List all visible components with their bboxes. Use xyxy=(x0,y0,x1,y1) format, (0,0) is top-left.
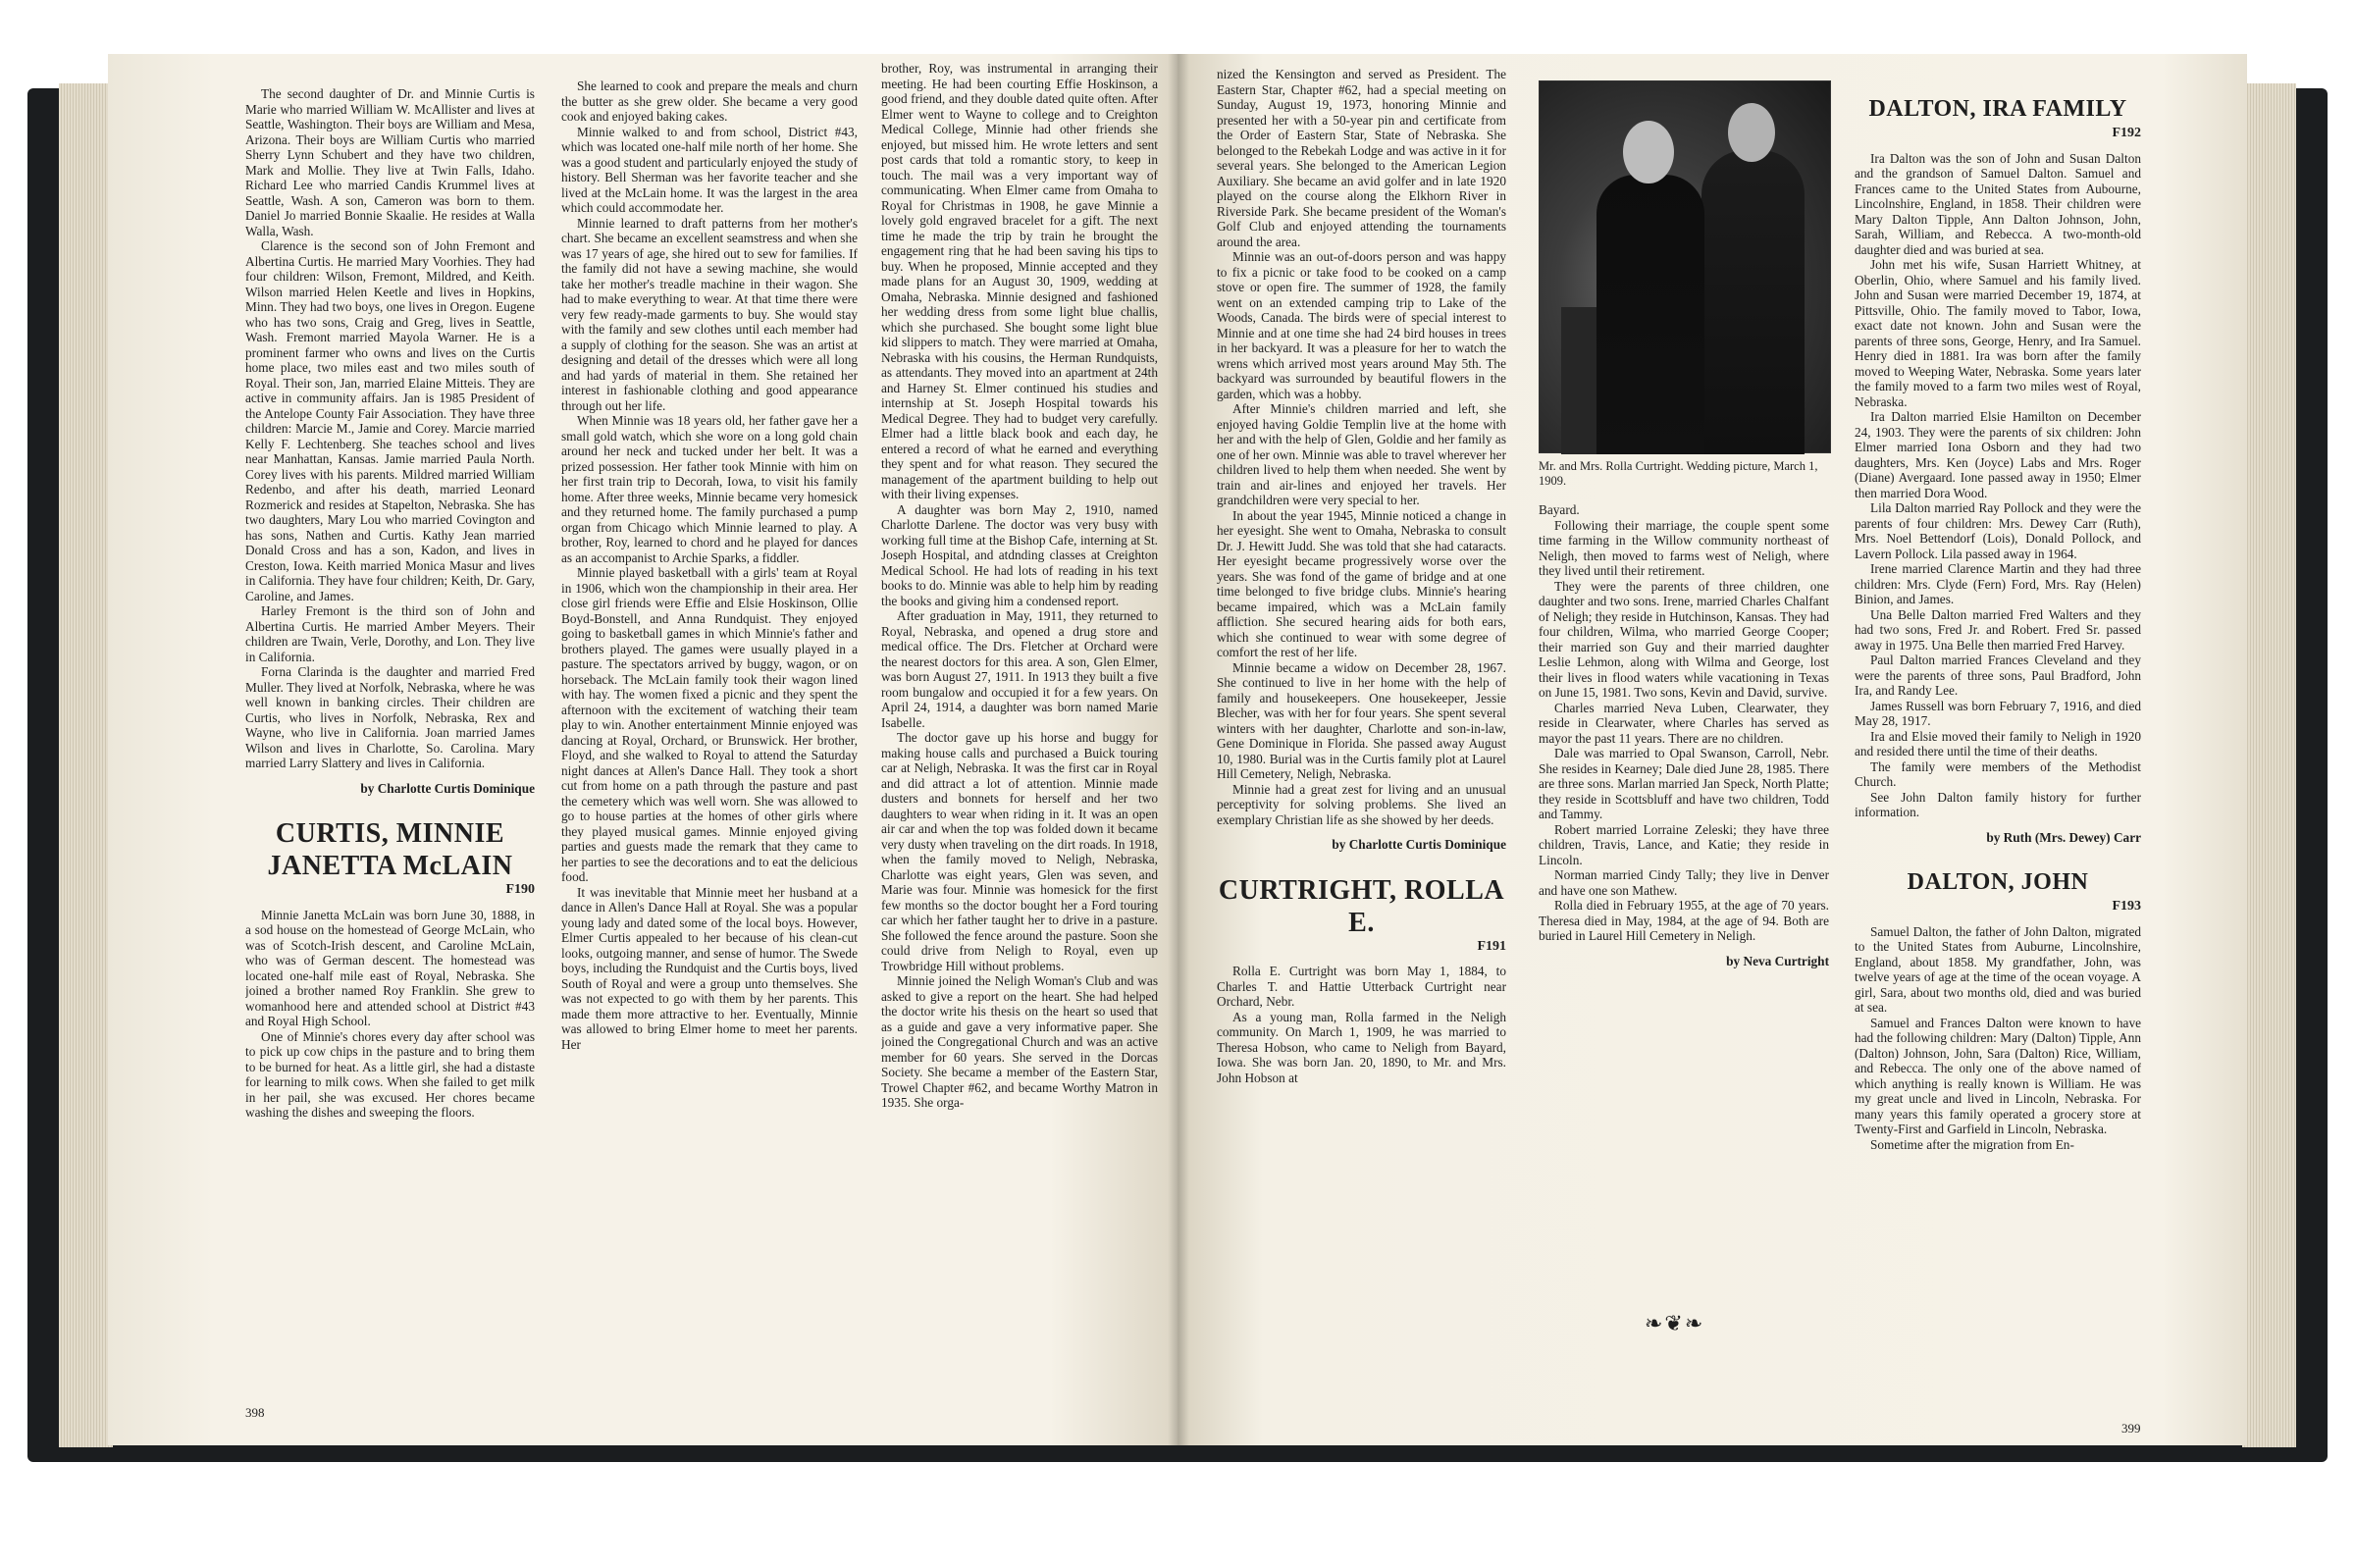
family-code: F193 xyxy=(2112,899,2141,914)
paragraph: Forna Clarinda is the daughter and married Fred Muller. They lived at Norfolk, Nebraska, where he was well known in banking circles. Their children are Curtis, who lives in Norfolk, Nebraska, Rex and Wayne, who live in California. Joan married James Wilson and lives in Charlotte, So. Carolina. Mary married Larry Slattery and lives in California. xyxy=(245,664,535,770)
byline: by Charlotte Curtis Dominique xyxy=(360,780,535,796)
paragraph: Minnie walked to and from school, District #43, which was located one-half mile north of her home. She was a good student and particularly enjoyed the study of history. Bell Sherman was her favorite teacher and she lived at the McLain home. It was the largest in the area which could accommodate her. xyxy=(561,124,858,215)
section-heading: DALTON, IRA FAMILY xyxy=(1868,96,2127,122)
paragraph: As a young man, Rolla farmed in the Neligh community. On March 1, 1909, he was married to Theresa Hobson, who came to Neligh from Bayard, Iowa. She was born Jan. 20, 1890, to Mr. and Mrs. John Hobson at xyxy=(1217,1009,1506,1085)
paragraph: James Russell was born February 7, 1916, and died May 28, 1917. xyxy=(1855,698,2141,728)
paragraph: Minnie was an out-of-doors person and was happy to fix a picnic or take food to be cooked on a camp stove or open fire. The summer of 1928, the family went on an extended camping trip to Lake of the Woods, Canada. The birds were of special interest to Minnie and at one time she had 24 bird houses in trees in her backyard. It was a pleasure for her to watch the wrens which arrived most years around May 5th. The backyard was surrounded by beautiful flowers in the garden, which was a hobby. xyxy=(1217,249,1506,401)
heading-line: JANETTA McLAIN xyxy=(267,851,513,881)
paragraph: Samuel and Frances Dalton were known to have had the following children: Mary (Dalton) Tipple, Ann (Dalton) Johnson, John, Sara (Dalton) Rice, William, and Rebecca. The only one of the above named of which anything is really known is William. He was my great uncle and lived in Lincoln, Nebraska. For many years this family operated a grocery store at Twenty-First and Garfield in Lincoln, Nebraska. xyxy=(1855,1015,2141,1136)
paragraph: When Minnie was 18 years old, her father gave her a small gold watch, which she wore on a long gold chain around her neck and tucked under her belt. It was a prized possession. Her father took Minnie with him on her first train trip to Decorah, Iowa, to visit his family home. After three weeks, Minnie became very homesick and they returned home. The family purchased a pump organ from Chicago which Minnie learned to play. A brother, Roy, learned to chord and he played for dances as an accompanist to Archie Sparks, a fiddler. xyxy=(561,413,858,565)
paragraph: Harley Fremont is the third son of John and Albertina Curtis. He married Amber Meyers. Their children are Twain, Verle, Dorothy, and Lon. They live in California. xyxy=(245,603,535,664)
paragraph: Charles married Neva Luben, Clearwater, they reside in Clearwater, where Charles has served as mayor the past 11 years. There are no children. xyxy=(1539,700,1829,746)
paragraph: Ira Dalton married Elsie Hamilton on December 24, 1903. They were the parents of six children: John Elmer married Iona Osborn and they had two daughters, Mrs. Ken (Joyce) Labs and Mrs. Roger (Diane) Avergaard. Ione passed away in 1950; Elmer then married Dora Wood. xyxy=(1855,409,2141,500)
photo-caption: Mr. and Mrs. Rolla Curtright. Wedding picture, March 1, 1909. xyxy=(1539,459,1818,488)
family-code: F190 xyxy=(505,882,535,897)
paragraph: Irene married Clarence Martin and they had three children: Mrs. Clyde (Fern) Ford, Mrs. Ray (Helen) Binion, and James. xyxy=(1855,561,2141,606)
paragraph: brother, Roy, was instrumental in arranging their meeting. He had been courting Effie Hoskinson, a good friend, and they double dated quite often. After Elmer went to Wayne to college and to Creighton Medical College, Minnie had other friends she enjoyed, but missed him. He wrote letters and sent post cards that told a romantic story, to keep in touch. The mail was a very important way of communicating. When Elmer came from Omaha to Royal for Christmas in 1908, he gave Minnie a lovely gold engraved bracelet for a gift. The next time he made the trip by train he brought the engagement ring that he had been saving his tips to buy. When he proposed, Minnie accepted and they made plans for an August 30, 1909, wedding at Omaha, Nebraska. Minnie designed and fashioned her wedding dress from some light blue challis, which she purchased. She bought some light blue kid slippers to match. They were married at Omaha, Nebraska with his cousins, the Herman Rundquists, as attendants. They moved into an apartment at 24th and Harney St. Elmer continued his studies and internship at St. Joseph Hospital towards his Medical Degree. They had to budget very carefully. Elmer had a little black book and each day, he entered a record of what he earned and everything they spent and for what reason. They secured the management of the apartment building to help out with their living expenses. xyxy=(881,61,1158,501)
photo-man-figure xyxy=(1596,175,1704,454)
paragraph: Rolla died in February 1955, at the age of 70 years. Theresa died in May, 1984, at the age of 94. Both are buried in Laurel Hill Cemetery in Neligh. xyxy=(1539,898,1829,943)
paragraph: They were the parents of three children, one daughter and two sons. Irene, married Charles Chalfant of Neligh; they reside in Hutchinson, Kansas. They had four children, Wilma, who married George Cooper; their married son Guy and their married daughter Leslie Lehmon, along with Wilma and George, lost their lives in flood waters while vacationing in Texas on June 15, 1981. Two sons, Kevin and David, survive. xyxy=(1539,578,1829,700)
paragraph: Ira Dalton was the son of John and Susan Dalton and the grandson of Samuel Dalton. Samuel and Frances came to the United States from Aubourne, Lincolnshire, England, in 1858. Their children were Mary Dalton Tipple, Ann Dalton Johnson, John, Sarah, William, and Rebecca. A two-month-old daughter died and was buried at sea. xyxy=(1855,150,2141,257)
photo-woman-head xyxy=(1728,103,1775,162)
paragraph: Sometime after the migration from En- xyxy=(1870,1136,2074,1152)
family-code: F191 xyxy=(1477,938,1506,954)
paragraph: Una Belle Dalton married Fred Walters and they had two sons, Fred Jr. and Robert. Fred Sr. passed away in 1975. Una Belle then married Fred Harvey. xyxy=(1855,606,2141,653)
left-column-2 xyxy=(561,78,858,1435)
paragraph: Following their marriage, the couple spent some time farming in the Willow community northeast of Neligh, then moved to farms west of Neligh, where they lived until their retirement. xyxy=(1539,517,1829,578)
left-column-1 xyxy=(245,86,535,1406)
left-column-3 xyxy=(881,61,1158,1437)
photo-woman-figure xyxy=(1701,150,1805,454)
right-column-2 xyxy=(1539,502,1829,1219)
paragraph: She learned to cook and prepare the meals and churn the butter as she grew older. She became a very good cook and enjoyed baking cakes. xyxy=(561,78,858,124)
paragraph: The family were members of the Methodist Church. xyxy=(1855,758,2141,789)
heading-line: E. xyxy=(1348,907,1375,938)
family-code: F192 xyxy=(2112,126,2141,140)
photo-man-head xyxy=(1623,121,1674,183)
paragraph: A daughter was born May 2, 1910, named Charlotte Darlene. The doctor was very busy with working full time at the Bishop Cafe, interning at St. Joseph Hospital, and atdnding classes at Creighton Medical School. He had lots of reading in his text books to do. Minnie was able to help him by reading the books and giving him a condensed report. xyxy=(881,501,1158,608)
section-heading xyxy=(245,817,535,882)
paragraph: Minnie learned to draft patterns from her mother's chart. She became an excellent seamstress and when she was 17 years of age, she hired out to sew for families. If the family did not have a sewing machine, she would take her mother's treadle machine in their wagon. She had to make everything to wear. At that time there were very few ready-made garments to buy. She would stay with the family and sew clothes until each member had a supply of clothing for the season. She was an artist at designing and detail of the dresses which were all long and had yards of material in them. She retained her interest in fashionable clothing and good appearance through out her life. xyxy=(561,215,858,413)
paragraph: Dale was married to Opal Swanson, Carroll, Nebr. She resides in Kearney; Dale died June 28, 1985. There are three sons. Marlan married Jan Speck, North Platte; they reside in Scottsbluff and have two children, Todd and Tammy. xyxy=(1539,746,1829,821)
byline: by Neva Curtright xyxy=(1726,953,1829,968)
paragraph: Samuel Dalton, the father of John Dalton, migrated to the United States from Auburne, Lincolnshire, England, about 1858. My grandfather, John, was twelve years of age at the time of the ocean voyage. A girl, Sara, about two months old, died and was buried at sea. xyxy=(1855,923,2141,1015)
paragraph: See John Dalton family history for further information. xyxy=(1855,789,2141,819)
section-heading xyxy=(1217,874,1506,939)
paragraph: The doctor gave up his horse and buggy for making house calls and purchased a Buick touring car at Neligh, Nebraska. It was the first car in Royal and did attract a lot of attention. Minnie made dusters and bonnets for herself and her two daughters to wear when riding in it. It was an open air car and when the top was folded down it became very dusty when traveling on the dirt roads. In 1918, when the family moved to Neligh, Nebraska, Charlotte was eight years, Glen was seven, and Marie was four. Minnie was homesick for the first few months so the doctor bought her a Ford touring car which her father taught her to drive in a pasture. She followed the fence around the pasture. Soon she could drive from Neligh to Royal, even up Trowbridge Hill without problems. xyxy=(881,730,1158,973)
paragraph: Clarence is the second son of John Fremont and Albertina Curtis. He married Mary Voorhies. They had four children: Wilson, Fremont, Mildred, and Keith. Wilson married Helen Keetle and lives in Hopkins, Minn. They had two boys, one lives in Oregon. Eugene who has two sons, Craig and Greg, lives in Seattle, Wash. Fremont married Mayola Warner. He is a prominent farmer who owns and lives on the Curtis home place, two miles east and two miles south of Royal. Their son, Jan, married Elaine Mitteis. They are active in community affairs. Jan is 1985 President of the Antelope County Fair Association. They have three children: Marcie M., Jamie and Corey. Marcie married Kelly F. Lechtenberg. She teaches school and lives near Manhattan, Kansas. Jamie married Paula North. Corey lives with his parents. Mildred married William Redenbo, and after his death, married Leonard Rozmerick and resides at Stapelton, Nebraska. She has two daughters, Mary Lou who married Covington and has sons, Nathen and Curtis. Kathy Jean married Donald Cross and has a son, Kadon, and lives in Creston, Iowa. Keith married Monica Masur and lives in California. They have four children; Keith, Dr. Gary, Caroline, and James. xyxy=(245,238,535,603)
byline: by Ruth (Mrs. Dewey) Carr xyxy=(1986,829,2141,845)
paragraph: Rolla E. Curtright was born May 1, 1884, to Charles T. and Hattie Utterback Curtright near Orchard, Nebr. xyxy=(1217,964,1506,1009)
paragraph: The second daughter of Dr. and Minnie Curtis is Marie who married William W. McAllister and lives at Seattle, Washington. Their boys are William and Mesa, Arizona. Their boys are William Curtis who married Sherry Lynn Schubert and they have two children, Mark and Mollie. They live at Twin Falls, Idaho. Richard Lee who married Candis Krummel lives at Seattle, Wash. A son, Cameron was born to them. Daniel Jo married Bonnie Skaalie. He resides at Walla Walla, Wash. xyxy=(245,86,535,238)
paragraph: Norman married Cindy Tally; they live in Denver and have one son Mathew. xyxy=(1539,867,1829,898)
right-column-3 xyxy=(1855,93,2141,1430)
right-column-1 xyxy=(1217,67,1506,1431)
paragraph: Minnie became a widow on December 28, 1967. She continued to live in her home with the help of family and housekeepers. One housekeeper, Jessie Blecher, was with her for four years. She spent several winters with her daughter, Charlotte and son-in-law, Gene Dominique in Florida. She passed away August 10, 1980. Burial was in the Curtis family plot at Laurel Hill Cemetery, Neligh, Nebraska. xyxy=(1217,659,1506,781)
paragraph: Paul Dalton married Frances Cleveland and they were the parents of three sons, Paul Bradford, John Ira, and Randy Lee. xyxy=(1855,653,2141,698)
page-number: 398 xyxy=(245,1405,265,1420)
paragraph: After graduation in May, 1911, they returned to Royal, Nebraska, and opened a drug store and medical office. The Drs. Fletcher at Orchard were the nearest doctors for this area. A son, Glen Elmer, was born August 27, 1911. In 1913 they built a five room bungalow and occupied it for a few years. On April 24, 1914, a daughter was born named Marie Isabelle. xyxy=(881,608,1158,730)
page-edges-left xyxy=(59,83,113,1447)
paragraph: Bayard. xyxy=(1539,502,1580,517)
paragraph: Ira and Elsie moved their family to Neligh in 1920 and resided there until the time of their deaths. xyxy=(1855,728,2141,758)
heading-line: CURTIS, MINNIE xyxy=(275,818,505,849)
paragraph: nized the Kensington and served as President. The Eastern Star, Chapter #62, had a special meeting on Sunday, August 19, 1973, honoring Minnie and presented her with a 50-year pin and certificate from the Order of Eastern Star, State of Nebraska. She belonged to the Rebekah Lodge and was active in it for several years. She belonged to the American Legion Auxiliary. She became an avid golfer and in late 1920 played on the course along the Elkhorn River in Riverside Park. She became president of the Woman's Golf Club and enjoyed attending the tournaments around the area. xyxy=(1217,67,1506,249)
section-heading: DALTON, JOHN xyxy=(1907,869,2089,895)
paragraph: John met his wife, Susan Harriett Whitney, at Oberlin, Ohio, where Samuel and his family lived. John and Susan were married December 19, 1874, at Pittsville, Ohio. The family moved to Tabor, Iowa, exact date not known. John and Susan were the parents of three sons, George, Henry, and Ira Samuel. Henry died in 1881. Ira was born after the family moved to Weeping Water, Nebraska. Some years later the family moved to a farm two miles west of Royal, Nebraska. xyxy=(1855,257,2141,409)
paragraph: Minnie had a great zest for living and an unusual perceptivity for solving problems. She lived an exemplary Christian life as she showed by her deeds. xyxy=(1217,781,1506,827)
page-edges-right xyxy=(2242,83,2296,1447)
page-number: 399 xyxy=(2121,1421,2141,1436)
paragraph: It was inevitable that Minnie meet her husband at a dance in Allen's Dance Hall at Royal. She was a popular young lady and dated some of the local boys. However, Elmer Curtis appealed to her because of his clean-cut looks, outgoing manner, and sense of humor. The Swede boys, including the Rundquist and the Curtis boys, lived South of Royal and were a group unto themselves. She was not expected to go with them by her parents. This made them more attractive to her. Eventually, Minnie was allowed to bring Elmer home to meet her parents. Her xyxy=(561,884,858,1052)
paragraph: After Minnie's children married and left, she enjoyed having Goldie Templin live at the home with her and with the help of Glen, Goldie and her family as one of her own. Minnie was able to travel wherever her children lived to help them when needed. She went by train and air-lines and enjoyed her travels. Her grandchildren were very special to her. xyxy=(1217,401,1506,507)
paragraph: Minnie joined the Neligh Woman's Club and was asked to give a report on the heart. She had helped the doctor write his thesis on the heart so used that as a guide and gave a very informative paper. She joined the Congregational Church and was an active member for 60 years. She served in the Dorcas Society. She became a member of the Eastern Star, Trowel Chapter #62, and became Worthy Matron in 1935. She orga- xyxy=(881,973,1158,1110)
wedding-photo xyxy=(1539,80,1831,453)
paragraph: Robert married Lorraine Zeleski; they have three children, Travis, Lance, and Katie; they reside in Lincoln. xyxy=(1539,821,1829,867)
paragraph: Minnie played basketball with a girls' team at Royal in 1906, which won the championship in their area. Her close girl friends were Effie and Elsie Hoskinson, Ollie Boyd-Bonstell, and Anna Rundquist. They enjoyed going to basketball games in which Minnie's father and brothers played. The games were usually played in a pasture. The spectators arrived by buggy, wagon, or on horseback. The McLain family took their wagon lined with hay. The women fixed a picnic and they spent the afternoon with the excitement of watching their team play to win. Another entertainment Minnie enjoyed was dancing at Royal, Orchard, or Brunswick. Her brother, Floyd, and she walked to Royal to attend the Saturday night dances at Allen's Dance Hall. They took a short cut from home on a path through the pasture and past the cemetery which was well worn. She was allowed to go to house parties at the homes of other girls where they played musical games. Minnie enjoyed giving parties and guests made the remark that they came to her parties to see the decorations and to eat the delicious food. xyxy=(561,565,858,884)
byline: by Charlotte Curtis Dominique xyxy=(1332,837,1506,852)
paragraph: One of Minnie's chores every day after school was to pick up cow chips in the pasture and to bring them to be burned for heat. As a little girl, she had a distaste for learning to milk cows. When she failed to get milk in her pail, she was excused. Her chores became washing the dishes and sweeping the floors. xyxy=(245,1028,535,1120)
paragraph: Lila Dalton married Ray Pollock and they were the parents of four children: Mrs. Dewey Carr (Ruth), Mrs. Noel Bettendorf (Lois), Donald Pollock, and Lavern Pollock. Lila passed away in 1964. xyxy=(1855,500,2141,561)
paragraph: In about the year 1945, Minnie noticed a change in her eyesight. She went to Omaha, Nebraska to consult Dr. J. Hewitt Judd. She was told that she had cataracts. Her eyesight became progressively worse over the years. She was fond of the game of bridge and at one time belonged to five bridge clubs. Minnie's hearing became impaired, which was a McLain family affliction. She secured hearing aids for both ears, which she continued to wear with some degree of comfort the rest of her life. xyxy=(1217,507,1506,659)
ornament-divider: ❧❦❧ xyxy=(1645,1311,1705,1335)
book-gutter xyxy=(1168,54,1189,1445)
heading-line: CURTRIGHT, ROLLA xyxy=(1218,874,1505,906)
paragraph: Minnie Janetta McLain was born June 30, 1888, in a sod house on the homestead of George McLain, who was of Scotch-Irish descent, and Caroline McLain, who was of German descent. The homestead was located one-half mile east of Royal, Nebraska. She joined a brother named Roy Franklin. She grew to womanhood here and attended school at District #43 and Royal High School. xyxy=(245,907,535,1028)
